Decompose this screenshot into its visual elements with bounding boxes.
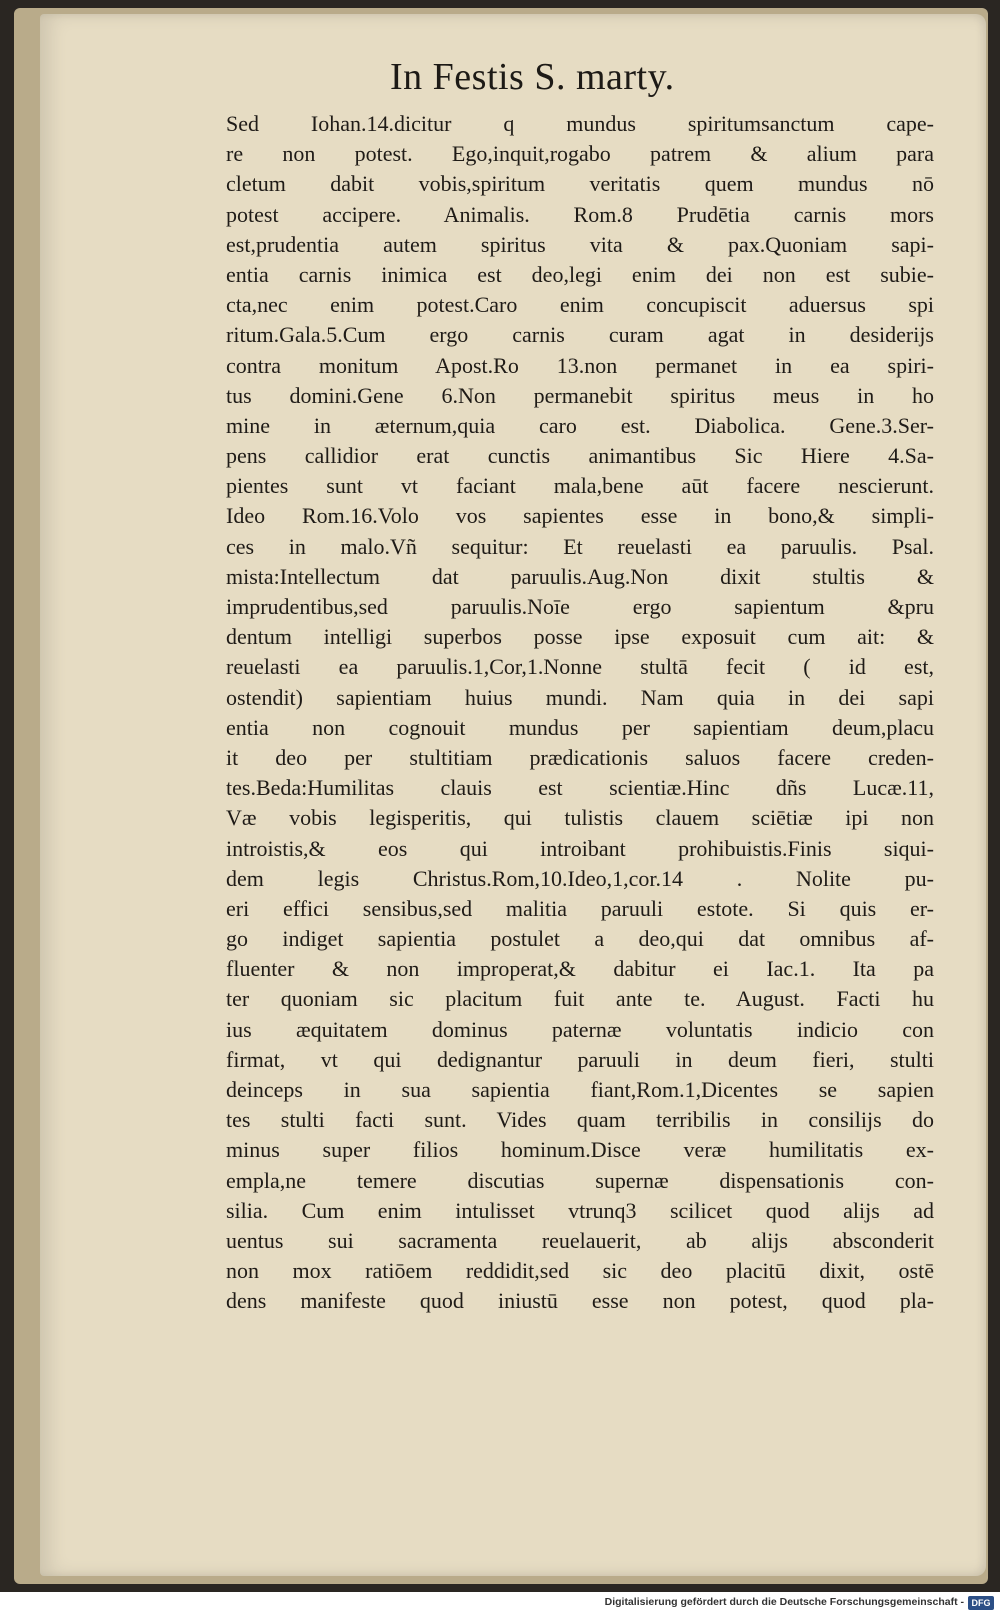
text-line: introistis,& eos qui introibant prohibuistis.Finis siqui-	[226, 835, 934, 861]
text-line: it deo per stultitiam prædicationis saluos facere creden-	[226, 744, 934, 770]
text-line: Sed Iohan.14.dicitur q mundus spiritumsanctum cape-	[226, 111, 934, 136]
text-line: pientes sunt vt faciant mala,bene aūt facere nescierunt.	[226, 473, 934, 499]
text-line: tus domini.Gene 6.Non permanebit spiritus meus in ho	[226, 382, 934, 408]
text-line: cletum dabit vobis,spiritum veritatis quem mundus nō	[226, 171, 934, 197]
text-line: re non potest. Ego,inquit,rogabo patrem & alium para	[226, 141, 934, 167]
text-line: go indiget sapientia postulet a deo,qui dat omnibus af-	[226, 926, 934, 952]
text-line: fluenter & non improperat,& dabitur ei Iac.1. Ita pa	[226, 956, 934, 982]
text-line: ces in malo.Vñ sequitur: Et reuelasti ea paruulis. Psal.	[226, 533, 934, 559]
text-line: Ideo Rom.16.Volo vos sapientes esse in bono,& simpli-	[226, 503, 934, 529]
footer-credit: Digitalisierung gefördert durch die Deutsche Forschungsgemeinschaft -	[604, 1596, 964, 1608]
text-line: non mox ratiōem reddidit,sed sic deo placitū dixit, ostē	[226, 1258, 934, 1284]
text-line: entia non cognouit mundus per sapientiam deum,placu	[226, 714, 934, 740]
text-line: potest accipere. Animalis. Rom.8 Prudētia carnis mors	[226, 201, 934, 227]
text-line: tes.Beda:Humilitas clauis est scientiæ.Hinc dñs Lucæ.11,	[226, 775, 934, 801]
dfg-logo-icon: DFG	[968, 1596, 994, 1610]
text-line: ter quoniam sic placitum fuit ante te. August. Facti hu	[226, 986, 934, 1012]
text-line: entia carnis inimica est deo,legi enim dei non est subie-	[226, 261, 934, 287]
text-line: cta,nec enim potest.Caro enim concupiscit aduersus spi	[226, 292, 934, 318]
text-line: eri effici sensibus,sed malitia paruuli estote. Si quis er-	[226, 895, 934, 921]
text-line: tes stulti facti sunt. Vides quam terribilis in consilijs do	[226, 1107, 934, 1133]
text-line: firmat, vt qui dedignantur paruuli in deum fieri, stulti	[226, 1046, 934, 1072]
text-line: ritum.Gala.5.Cum ergo carnis curam agat in desiderijs	[226, 322, 934, 348]
running-head: In Festis S. marty.	[390, 56, 675, 98]
text-line: pens callidior erat cunctis animantibus Sic Hiere 4.Sa-	[226, 443, 934, 469]
text-line: reuelasti ea paruulis.1,Cor,1.Nonne stultā fecit ( id est,	[226, 654, 934, 680]
text-line: deinceps in sua sapientia fiant,Rom.1,Dicentes se sapien	[226, 1077, 934, 1102]
text-line: mine in æternum,quia caro est. Diabolica. Gene.3.Ser-	[226, 412, 934, 438]
text-line: empla,ne temere discutias supernæ dispensationis con-	[226, 1167, 934, 1193]
text-line: est,prudentia autem spiritus vita & pax.Quoniam sapi-	[226, 231, 934, 257]
text-line: contra monitum Apost.Ro 13.non permanet in ea spiri-	[226, 352, 934, 378]
text-line: dens manifeste quod iniustū esse non potest, quod pla-	[226, 1288, 934, 1314]
text-line: ostendit) sapientiam huius mundi. Nam quia in dei sapi	[226, 684, 934, 710]
text-line: mista:Intellectum dat paruulis.Aug.Non dixit stultis &	[226, 563, 934, 589]
text-line: dem legis Christus.Rom,10.Ideo,1,cor.14 . Nolite pu-	[226, 865, 934, 891]
footer-bar	[0, 1592, 1000, 1615]
text-line: dentum intelligi superbos posse ipse exposuit cum ait: &	[226, 624, 934, 650]
body-text	[226, 109, 934, 1317]
text-line: minus super filios hominum.Disce veræ humilitatis ex-	[226, 1137, 934, 1163]
text-line: silia. Cum enim intulisset vtrunq3 scilicet quod alijs ad	[226, 1197, 934, 1223]
text-line: Væ vobis legisperitis, qui tulistis clauem sciētiæ ipi non	[226, 805, 934, 831]
text-line: ius æquitatem dominus paternæ voluntatis indicio con	[226, 1016, 934, 1042]
text-line: imprudentibus,sed paruulis.Noīe ergo sapientum &pru	[226, 594, 934, 619]
text-line: uentus sui sacramenta reuelauerit, ab alijs absconderit	[226, 1227, 934, 1253]
